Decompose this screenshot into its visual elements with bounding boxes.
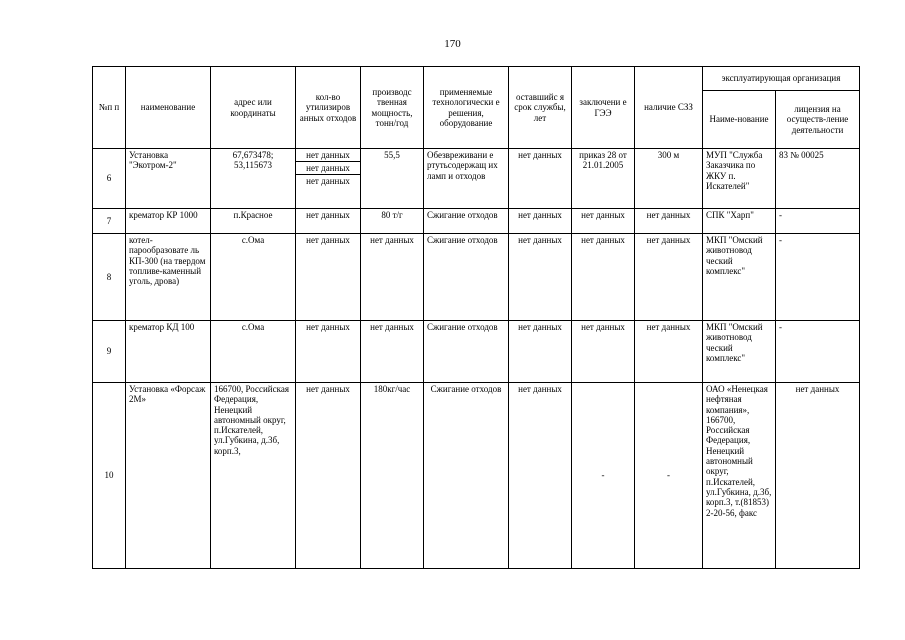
- row-address: с.Ома: [211, 234, 296, 321]
- row-license: -: [776, 209, 860, 234]
- row-num: 9: [93, 321, 126, 383]
- header-row: [93, 67, 860, 91]
- header-name: наименование: [126, 67, 211, 149]
- row-qty: нет данных: [296, 234, 361, 321]
- row-num: 8: [93, 234, 126, 321]
- row-name: крематор КД 100: [126, 321, 211, 383]
- row-qty: [296, 149, 361, 209]
- table-row: [93, 209, 860, 234]
- header-address: адрес или координаты: [211, 67, 296, 149]
- row-szz: 300 м: [635, 149, 703, 209]
- table-row: [93, 234, 860, 321]
- row-life: нет данных: [509, 234, 572, 321]
- row-life: нет данных: [509, 209, 572, 234]
- facilities-table: [92, 66, 860, 569]
- row-license: -: [776, 321, 860, 383]
- row-life: нет данных: [509, 149, 572, 209]
- header-num: №п п: [93, 67, 126, 149]
- row-gee: -: [572, 383, 635, 569]
- row-capacity: 80 т/г: [361, 209, 424, 234]
- row-org: СПК "Харп": [703, 209, 776, 234]
- row-num: 10: [93, 383, 126, 569]
- row-qty-line: нет данных: [296, 149, 360, 162]
- table-row: [93, 383, 860, 569]
- row-org: МКП "Омский животновод ческий комплекс": [703, 234, 776, 321]
- header-license: лицензия на осуществ-ление деятельности: [776, 91, 860, 149]
- row-life: нет данных: [509, 383, 572, 569]
- row-num: 6: [93, 149, 126, 209]
- row-qty-line: нет данных: [296, 162, 360, 175]
- row-capacity: нет данных: [361, 234, 424, 321]
- row-tech: Сжигание отходов: [424, 321, 509, 383]
- row-life: нет данных: [509, 321, 572, 383]
- header-capacity: производс твенная мощность, тонн/год: [361, 67, 424, 149]
- row-qty: нет данных: [296, 321, 361, 383]
- row-num: 7: [93, 209, 126, 234]
- header-szz: наличие СЗЗ: [635, 67, 703, 149]
- row-gee: нет данных: [572, 209, 635, 234]
- row-address: с.Ома: [211, 321, 296, 383]
- row-capacity: 180кг/час: [361, 383, 424, 569]
- row-org: МУП "Служба Заказчика по ЖКУ п. Искателей": [703, 149, 776, 209]
- row-qty: нет данных: [296, 383, 361, 569]
- header-org-name: Наиме-нование: [703, 91, 776, 149]
- row-capacity: 55,5: [361, 149, 424, 209]
- header-tech: применяемые технологически е решения, оборудование: [424, 67, 509, 149]
- header-life: оставшийс я срок службы, лет: [509, 67, 572, 149]
- table-row: [93, 321, 860, 383]
- row-gee: приказ 28 от 21.01.2005: [572, 149, 635, 209]
- page-number: 170: [444, 38, 461, 50]
- row-tech: Обезвреживани е ртутьсодержащ их ламп и отходов: [424, 149, 509, 209]
- row-qty-line: нет данных: [306, 176, 350, 186]
- row-license: 83 № 00025: [776, 149, 860, 209]
- row-tech: Сжигание отходов: [424, 234, 509, 321]
- row-license: нет данных: [776, 383, 860, 569]
- row-tech: Сжигание отходов: [424, 383, 509, 569]
- row-name: котел-парообразовате ль КП-300 (на твердом топливе-каменный уголь, дрова): [126, 234, 211, 321]
- row-org: ОАО «Ненецкая нефтяная компания», 166700, Российская Федерация, Ненецкий автономный округ, п.Искателей, ул.Губкина, д.3б, корп.3, т.(81853) 2-20-56, факс: [703, 383, 776, 569]
- row-capacity: нет данных: [361, 321, 424, 383]
- table-row: [93, 149, 860, 209]
- row-szz: -: [635, 383, 703, 569]
- header-qty: кол-во утилизиров анных отходов: [296, 67, 361, 149]
- row-name: Установка "Экотром-2": [126, 149, 211, 209]
- row-address: п.Красное: [211, 209, 296, 234]
- row-szz: нет данных: [635, 234, 703, 321]
- row-license: -: [776, 234, 860, 321]
- row-gee: нет данных: [572, 321, 635, 383]
- row-name: крематор КР 1000: [126, 209, 211, 234]
- row-address: 166700, Российская Федерация, Ненецкий автономный округ, п.Искателей, ул.Губкина, д.3б, корп.3,: [211, 383, 296, 569]
- row-qty: нет данных: [296, 209, 361, 234]
- row-gee: нет данных: [572, 234, 635, 321]
- row-address: 67,673478; 53,115673: [211, 149, 296, 209]
- header-org-group: эксплуатирующая организация: [703, 67, 860, 91]
- row-szz: нет данных: [635, 209, 703, 234]
- row-tech: Сжигание отходов: [424, 209, 509, 234]
- header-gee: заключени е ГЭЭ: [572, 67, 635, 149]
- row-name: Установка «Форсаж 2М»: [126, 383, 211, 569]
- row-szz: нет данных: [635, 321, 703, 383]
- row-org: МКП "Омский животновод ческий комплекс": [703, 321, 776, 383]
